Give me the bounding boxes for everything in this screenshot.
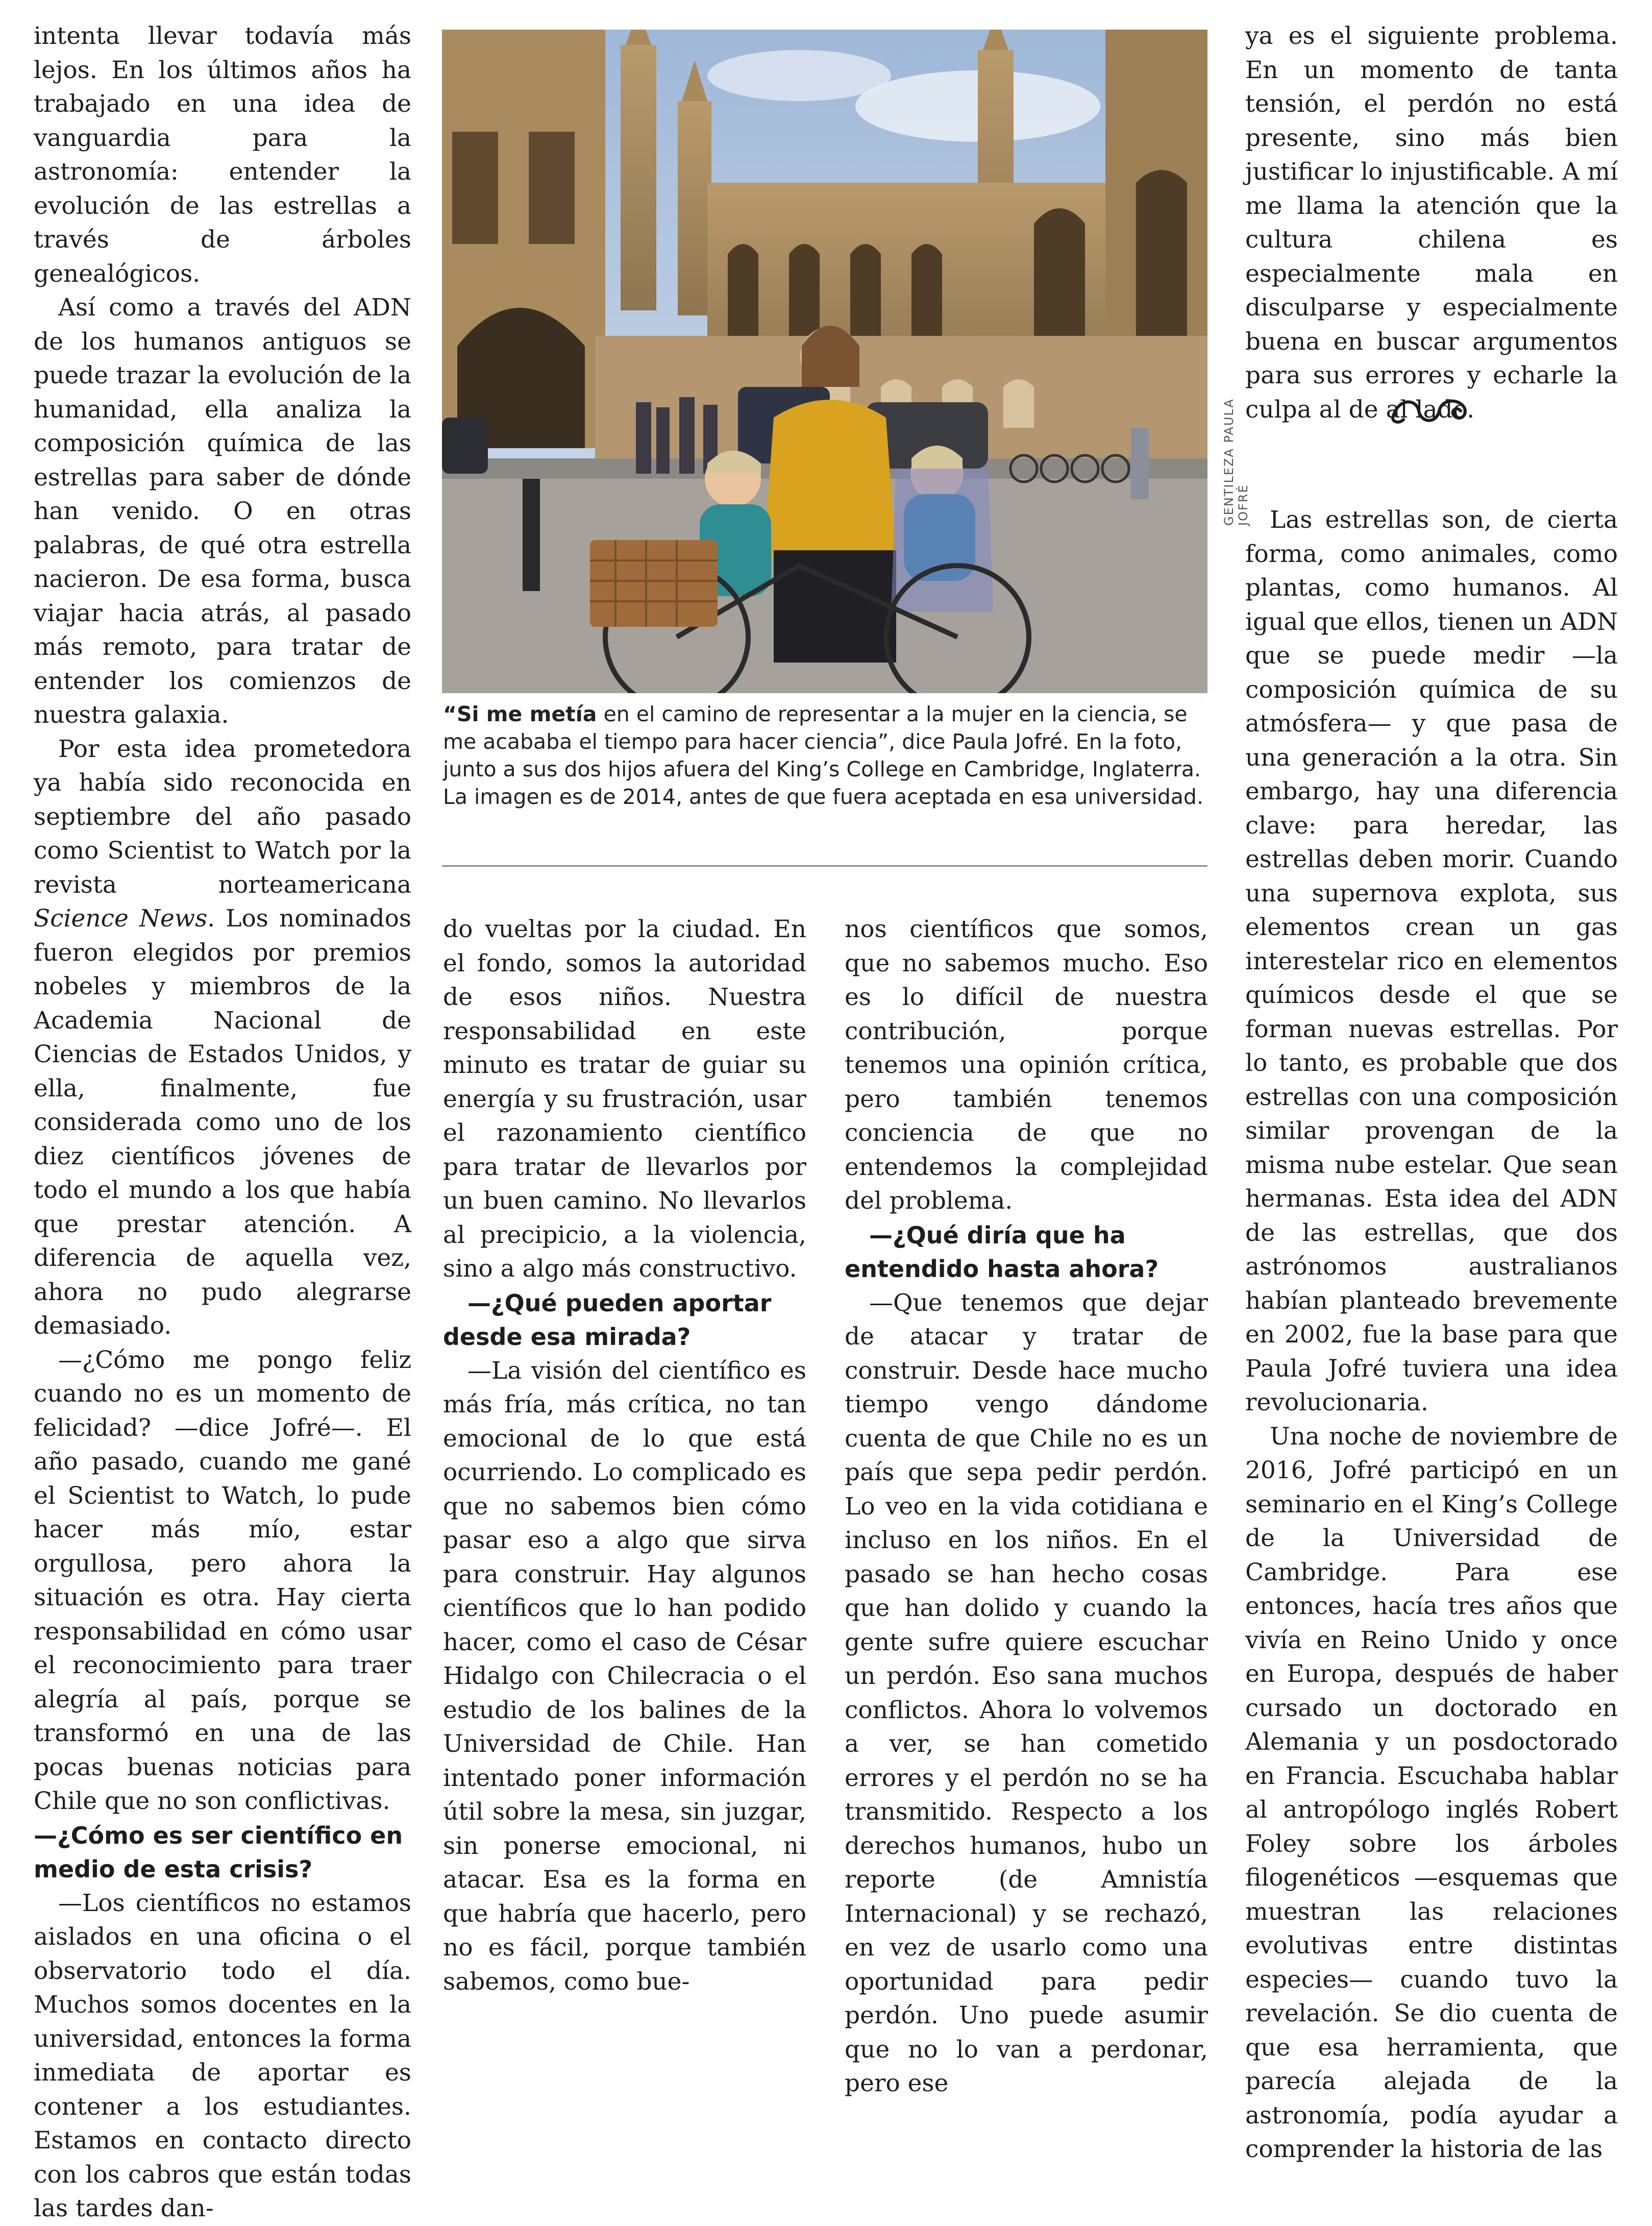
interview-question: —¿Qué diría que ha entendido hasta ahora? — [845, 1221, 1159, 1283]
paragraph: —Los científicos no estamos aislados en una oficina o el observatorio todo el día. Muchos somos docentes en la universidad, entonces la forma inmediata de aportar es contener a los estudiantes. Estamos en contacto directo con los cabros que están todas las tardes dan- — [34, 1889, 411, 2222]
photo-credit: GENTILEZA PAULA JOFRÉ — [1222, 398, 1250, 526]
caption-text: en el camino de representar a la mujer en la ciencia, se me acababa el tiempo para hacer ciencia”, dice Paula Jofré. En la foto, junto a sus dos hijos afuera del King’s College en Cambridge, Inglaterra. La imagen es de 2014, antes de que fuera aceptada en esa universidad. — [443, 702, 1203, 809]
caption-lead: “Si me metía — [443, 702, 597, 726]
section-ornament-icon — [1388, 393, 1475, 429]
interview-question: —¿Qué pueden aportar desde esa mirada? — [443, 1289, 772, 1351]
column-3 — [845, 913, 1208, 2101]
interview-question: —¿Cómo es ser científico en medio de esta crisis? — [34, 1821, 403, 1883]
paragraph: Las estrellas son, de cierta forma, como animales, como plantas, como humanos. Al igual que ellos, tienen un ADN que se puede medir —la composición química de su atmósfera— y que pasa de una generación a la otra. Sin embargo, hay una diferencia clave: para heredar, las estrellas deben morir. Cuando una supernova explota, sus elementos crean un gas interestelar rico en elementos químicos desde el que se forman nuevas estrellas. Por lo tanto, es probable que dos estrellas con una composición similar provengan de la misma nube estelar. Que sean hermanas. Esta idea del ADN de las estrellas, que dos astrónomos australianos habían planteado brevemente en 2002, fue la base para que Paula Jofré tuviera una idea revolucionaria. — [1245, 506, 1618, 1416]
paragraph: ya es el siguiente problema. En un momento de tanta tensión, el perdón no está presente, sino más bien justificar lo injustificable. A mí me llama la atención que la cultura chilena es especialmente mala en disculparse y especialmente buena en buscar argumentos para sus errores y echarle la culpa al de al lado. — [1245, 22, 1618, 424]
paragraph: nos científicos que somos, que no sabemos mucho. Eso es lo difícil de nuestra contribución, porque tenemos una opinión crítica, pero también tenemos conciencia de que no entendemos la complejidad del problema. — [845, 915, 1208, 1215]
paragraph: —Que tenemos que dejar de atacar y tratar de construir. Desde hace mucho tiempo vengo dándome cuenta de que Chile no es un país que sepa pedir perdón. Lo veo en la vida cotidiana e incluso en los niños. En el pasado se han hecho cosas que han dolido y cuando la gente sufre quiere escuchar un perdón. Eso sana muchos conflictos. Ahora lo volvemos a ver, se han cometido errores y el perdón no se ha transmitido. Respecto a los derechos humanos, hubo un reporte (de Amnistía Internacional) y se rechazó, en vez de usarlo como una oportunidad para pedir perdón. Uno puede asumir que no lo van a perdonar, pero ese — [845, 1288, 1208, 2097]
caption-divider — [442, 865, 1207, 867]
paragraph: Así como a través del ADN de los humanos antiguos se puede trazar la evolución de la humanidad, ella analiza la composición química de las estrellas para saber de dónde han venido. O en otras palabras, de qué otra estrella nacieron. De esa forma, busca viajar hacia atrás, al pasado más remoto, para tratar de entender los comienzos de nuestra galaxia. — [34, 293, 411, 729]
article-photo — [442, 30, 1207, 693]
paragraph: Una noche de noviembre de 2016, Jofré participó en un seminario en el King’s College de la Universidad de Cambridge. Para ese entonces, hacía tres años que vivía en Reino Unido y once en Europa, después de haber cursado un doctorado en Alemania y un posdoctorado en Francia. Escuchaba hablar al antropólogo inglés Robert Foley sobre los árboles filogenéticos —esquemas que muestran las relaciones evolutivas entre distintas especies— cuando tuvo la revelación. Se dio cuenta de que esa herramienta, que parecía alejada de la astronomía, podía ayudar a comprender la historia de las — [1245, 1422, 1618, 2163]
magazine-name: Science News — [34, 904, 208, 933]
paragraph: —¿Cómo me pongo feliz cuando no es un momento de felicidad? —dice Jofré—. El año pasado, cuando me gané el Scientist to Watch, lo pude hacer más mío, estar orgullosa, pero ahora la situación es otra. Hay cierta responsabilidad en cómo usar el reconocimiento para traer alegría al país, porque se transformó en una de las pocas buenas noticias para Chile que no son conflictivas. — [34, 1346, 411, 1815]
paragraph: Por esta idea prometedora ya había sido reconocida en septiembre del año pasado como Scientist to Watch por la revista norteamericana Science News. Los nominados fueron elegidos por premios nobeles y miembros de la Academia Nacional de Ciencias de Estados Unidos, y ella, finalmente, fue considerada como uno de los diez científicos jóvenes de todo el mundo a los que había que prestar atención. A diferencia de aquella vez, ahora no pudo alegrarse demasiado. — [34, 735, 411, 1340]
column-2 — [443, 913, 806, 1999]
paragraph: —La visión del científico es más fría, más crítica, no tan emocional de lo que está ocurriendo. Lo complicado es que no sabemos bien cómo pasar eso a algo que sirva para construir. Hay algunos científicos que lo han podido hacer, como el caso de César Hidalgo con Chilecracia o el estudio de los balines de la Universidad de Chile. Han intentado poner información útil sobre la mesa, sin juzgar, sin ponerse emocional, ni atacar. Esa es la forma en que habría que hacerlo, pero no es fácil, porque también sabemos, como bue- — [443, 1356, 806, 1996]
ornament-space — [1245, 427, 1618, 503]
paragraph: do vueltas por la ciudad. En el fondo, somos la autoridad de esos niños. Nuestra responsabilidad en este minuto es tratar de guiar su energía y su frustración, usar el razonamiento científico para tratar de llevarlos por un buen camino. No llevarlos al precipicio, a la violencia, sino a algo más constructivo. — [443, 915, 806, 1283]
column-4 — [1245, 19, 1618, 2167]
paragraph: intenta llevar todavía más lejos. En los últimos años ha trabajado en una idea de vanguardia para la astronomía: entender la evolución de las estrellas a través de árboles genealógicos. — [34, 22, 411, 288]
column-1 — [34, 19, 411, 2226]
photo-caption — [443, 700, 1203, 811]
